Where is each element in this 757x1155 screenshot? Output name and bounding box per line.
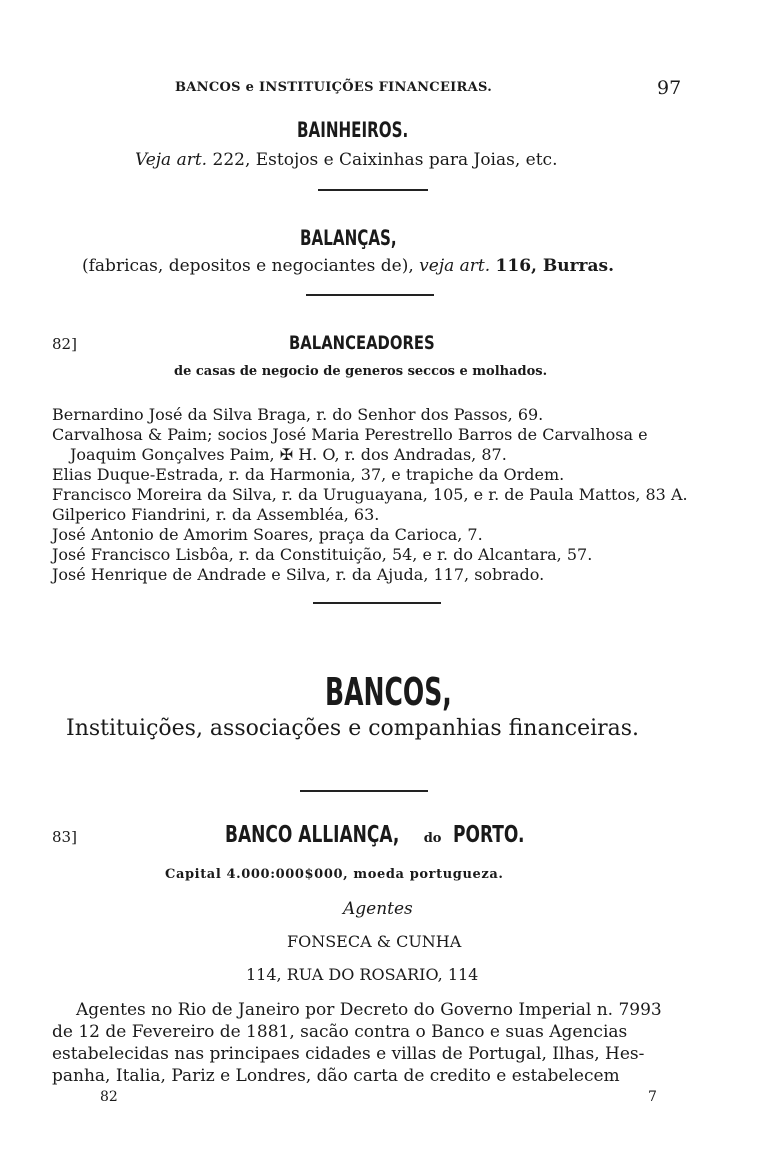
banco-title-do: do <box>423 831 442 846</box>
bancos-title: BANCOS, <box>325 670 452 714</box>
agentes-name: FONSECA & CUNHA <box>287 932 462 951</box>
divider-rule <box>318 189 428 191</box>
banco-title-b: PORTO. <box>452 822 525 848</box>
list-item: Francisco Moreira da Silva, r. da Uruguayana, 105, e r. de Paula Mattos, 83 A. <box>52 485 688 504</box>
divider-rule <box>313 602 441 604</box>
list-item: Joaquim Gonçalves Paim, ✠ H. O, r. dos Andradas, 87. <box>70 445 507 464</box>
list-item: Carvalhosa & Paim; socios José Maria Perestrello Barros de Carvalhosa e <box>52 425 648 444</box>
list-item: José Francisco Lisbôa, r. da Constituição, 54, e r. do Alcantara, 57. <box>52 545 593 564</box>
banco-title-a: BANCO ALLIANÇA, <box>225 822 400 848</box>
paragraph-line: panha, Italia, Pariz e Londres, dão carta de credito e estabelecem <box>52 1066 620 1086</box>
divider-rule <box>306 294 434 296</box>
running-header: BANCOS e INSTITUIÇÕES FINANCEIRAS. <box>175 80 493 95</box>
bainheiros-reference <box>135 150 557 170</box>
banco-allianca-title <box>225 822 549 848</box>
bancos-subtitle: Instituições, associações e companhias financeiras. <box>66 716 640 741</box>
balancas-line <box>82 256 614 276</box>
list-item: José Antonio de Amorim Soares, praça da Carioca, 7. <box>52 525 483 544</box>
paragraph-line: de 12 de Fevereiro de 1881, sacão contra o Banco e suas Agencias <box>52 1022 628 1042</box>
list-item: José Henrique de Andrade e Silva, r. da Ajuda, 117, sobrado. <box>52 565 545 584</box>
agentes-label: Agentes <box>343 899 413 919</box>
list-item: Gilperico Fiandrini, r. da Assembléa, 63. <box>52 505 380 524</box>
section-number: 83] <box>52 828 77 846</box>
list-item: Bernardino José da Silva Braga, r. do Senhor dos Passos, 69. <box>52 405 544 424</box>
balanceadores-subtitle: de casas de negocio de generos seccos e molhados. <box>174 364 548 379</box>
bainheiros-ref-rest: 222, Estojos e Caixinhas para Joias, etc. <box>207 150 558 170</box>
bainheiros-ref-prefix: Veja art. <box>135 150 208 170</box>
banco-capital: Capital 4.000:000$000, moeda portugueza. <box>165 867 504 882</box>
page-number: 97 <box>657 77 682 99</box>
paragraph-line: Agentes no Rio de Janeiro por Decreto do Governo Imperial n. 7993 <box>76 1000 662 1020</box>
agentes-address: 114, RUA DO ROSARIO, 114 <box>246 965 479 984</box>
bainheiros-title: BAINHEIROS. <box>297 118 409 142</box>
balancas-title: BALANÇAS, <box>300 226 397 250</box>
balancas-line-b: 116, Burras. <box>495 256 615 276</box>
list-item: Elias Duque-Estrada, r. da Harmonia, 37, e trapiche da Ordem. <box>52 465 565 484</box>
paragraph-line: estabelecidas nas principaes cidades e villas de Portugal, Ilhas, Hes- <box>52 1044 645 1064</box>
ornamental-rule <box>300 790 428 792</box>
signature-left: 82 <box>100 1089 118 1105</box>
section-number: 82] <box>52 335 77 353</box>
balancas-line-ref: veja art. <box>419 256 491 276</box>
balancas-line-a: (fabricas, depositos e negociantes de), <box>82 256 414 276</box>
signature-right: 7 <box>648 1089 657 1105</box>
balanceadores-title: BALANCEADORES <box>289 332 435 354</box>
